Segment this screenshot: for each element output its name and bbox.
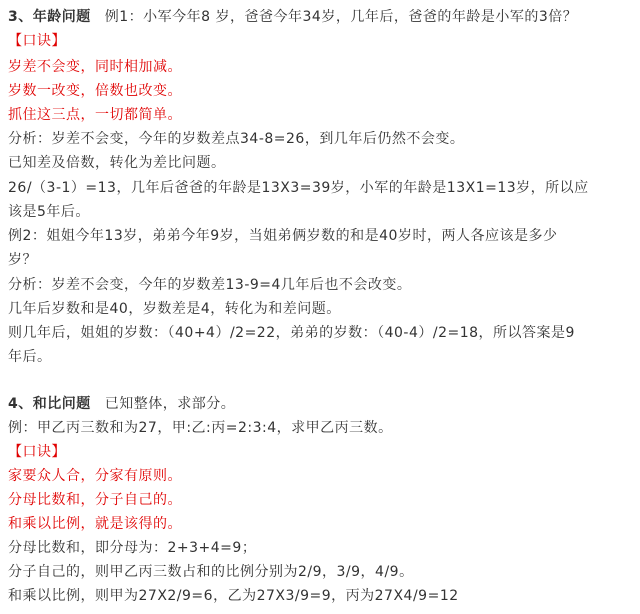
section3-analysis-1: 分析：岁差不会变，今年的岁数差点34-8=26，到几年后仍然不会变。 [8,131,465,147]
section3-analysis-3: 分析：岁差不会变，今年的岁数差13-9=4几年后也不会改变。 [8,277,412,293]
section3-heading-line [8,6,632,28]
section3-analysis-4: 几年后岁数和是40，岁数差是4，转化为和差问题。 [8,301,341,317]
section4-rhyme-line-3: 和乘以比例，就是该得的。 [8,516,182,532]
section3-calc-1b: 该是5年后。 [8,204,90,220]
section3-example2b: 岁？ [8,252,37,268]
section4-rhyme-title: 【口诀】 [8,444,66,460]
section3-calc-2b: 年后。 [8,349,52,365]
section4-rhyme-line-2: 分母比数和，分子自己的。 [8,492,182,508]
section3-rhyme-title: 【口诀】 [8,33,66,49]
section4-title: 4、和比问题 [8,396,91,412]
section4-example: 例：甲乙丙三数和为27，甲:乙:丙=2:3:4，求甲乙丙三数。 [8,420,393,436]
section3-title: 3、年龄问题 [8,9,91,25]
section4-intro: 已知整体，求部分。 [104,396,236,412]
section3-analysis-2: 已知差及倍数，转化为差比问题。 [8,155,226,171]
section3-rhyme-line-1: 岁差不会变，同时相加减。 [8,59,182,75]
section3-example1: 例1：小军今年8 岁，爸爸今年34岁，几年后，爸爸的年龄是小军的3倍？ [104,9,578,25]
section3-example2a: 例2：姐姐今年13岁，弟弟今年9岁，当姐弟俩岁数的和是40岁时，两人各应该是多少 [8,228,558,244]
section4-step-1: 分母比数和，即分母为：2+3+4=9； [8,540,257,556]
section3-calc-1a: 26/（3-1）=13，几年后爸爸的年龄是13X3=39岁，小军的年龄是13X1=13岁，所以应 [8,180,589,196]
section4-step-3: 和乘以比例，则甲为27X2/9=6，乙为27X3/9=9，丙为27X4/9=12 [8,588,459,604]
section4-heading-line [8,393,632,415]
section3-rhyme-line-3: 抓住这三点，一切都简单。 [8,107,182,123]
section3-calc-2a: 则几年后，姐姐的岁数：（40+4）/2=22，弟弟的岁数：（40-4）/2=18，所以答案是9 [8,325,575,341]
section3-rhyme-line-2: 岁数一改变，倍数也改变。 [8,83,182,99]
section4-step-2: 分子自己的，则甲乙丙三数占和的比例分别为2/9，3/9，4/9。 [8,564,414,580]
section4-rhyme-line-1: 家要众人合，分家有原则。 [8,468,182,484]
